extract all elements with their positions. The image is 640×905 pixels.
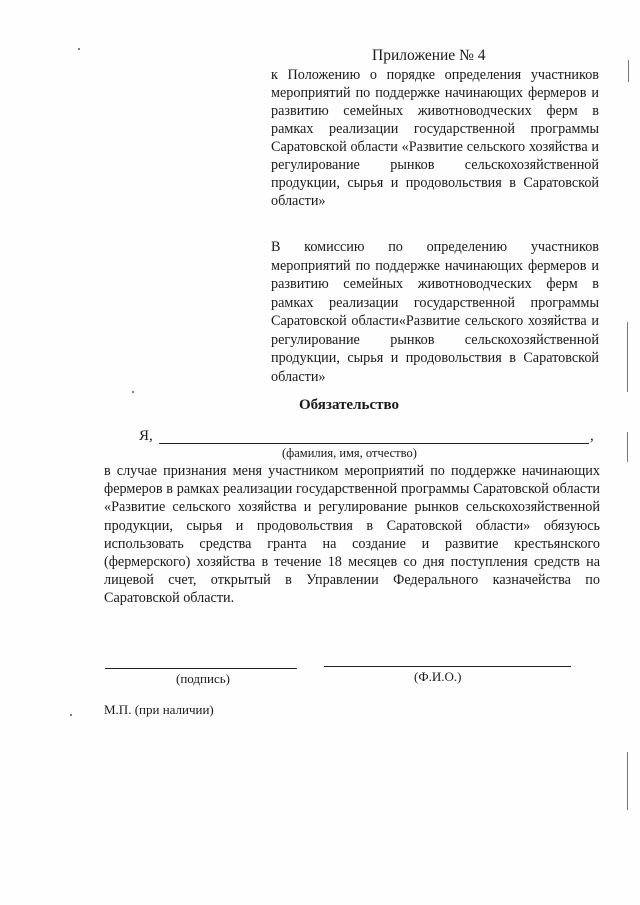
scan-edge-mark <box>627 432 628 462</box>
scan-speck <box>70 714 72 716</box>
signature-line <box>105 668 297 669</box>
fio-line <box>324 666 571 667</box>
scan-speck <box>132 391 134 393</box>
appendix-title: Приложение № 4 <box>372 47 486 64</box>
scan-edge-mark <box>628 60 629 82</box>
scan-edge-mark <box>627 752 628 810</box>
pronoun-label: Я, <box>139 428 153 444</box>
fio-label: (Ф.И.О.) <box>414 669 462 684</box>
scan-speck <box>78 48 80 50</box>
full-name-field-line <box>159 443 589 444</box>
signature-label: (подпись) <box>176 671 230 686</box>
scan-edge-mark <box>627 322 628 392</box>
stamp-label: М.П. (при наличии) <box>104 702 214 717</box>
name-line-comma: , <box>590 428 594 444</box>
full-name-hint: (фамилия, имя, отчество) <box>282 446 417 460</box>
document-title: Обязательство <box>299 397 399 413</box>
addressee-block: В комиссию по определению участников мероприятий по поддержке начинающих фермеров и развитию семейных животноводческих ферм в рамках реализации государственной программы Саратовской области«Развитие сельского хозяйства и регулирование рынков сельскохозяйственной продукции, сырья и продовольствия в Саратовской области» <box>271 239 599 385</box>
obligation-body: в случае признания меня участником мероприятий по поддержке начинающих фермеров в рамках реализации государственной программы Саратовской области «Развитие сельского хозяйства и регулирование рынков сельскохозяйственной продукции, сырья и продовольствия в Саратовской области» обязуюсь использовать средства гранта на создание и развитие крестьянского (фермерского) хозяйства в течение 18 месяцев со дня поступления средств на лицевой счет, открытый в Управлении Федерального казначейства по Саратовской области. <box>104 463 600 607</box>
appendix-reference: к Положению о порядке определения участников мероприятий по поддержке начинающих фермеров и развитию семейных животноводческих ферм в рамках реализации государственной программы Саратовской области «Развитие сельского хозяйства и регулирование рынков сельскохозяйственной продукции, сырья и продовольствия в Саратовской области» <box>271 67 599 209</box>
